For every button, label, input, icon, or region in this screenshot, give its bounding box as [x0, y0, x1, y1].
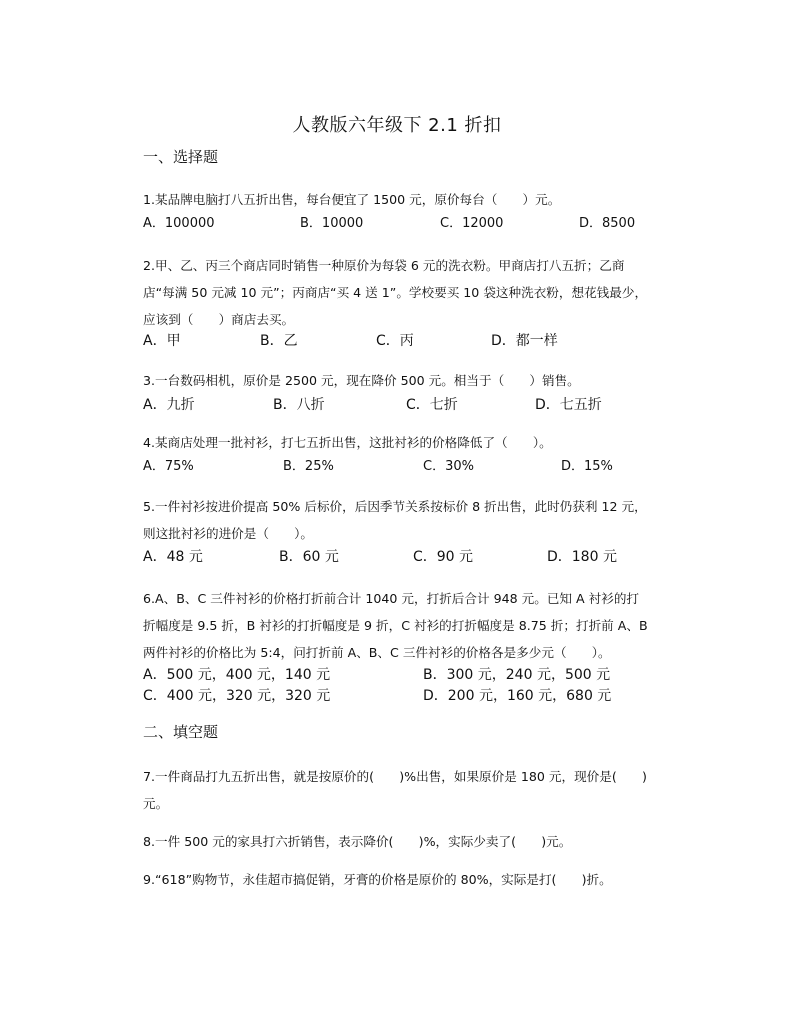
question-7-text: 7.一件商品打九五折出售，就是按原价的( )%出售，如果原价是 180 元，现价是( )元。 — [143, 769, 647, 811]
option-c: C．丙 — [376, 333, 414, 349]
option-c: C．30% — [423, 459, 474, 474]
option-a: A．500 元，400 元，140 元 — [143, 667, 331, 683]
option-a: A．九折 — [143, 397, 195, 413]
section-heading-choice: 一、选择题 — [143, 148, 219, 166]
option-c: C．12000 — [440, 216, 504, 231]
option-d: D．七五折 — [535, 397, 602, 413]
option-b: B．乙 — [260, 333, 298, 349]
question-1-text: 1.某品牌电脑打八五折出售，每台便宜了 1500 元，原价每台（ ）元。 — [143, 192, 561, 207]
option-a: A．甲 — [143, 333, 181, 349]
question-8-text: 8.一件 500 元的家具打六折销售，表示降价( )%，实际少卖了( )元。 — [143, 834, 572, 849]
option-b: B．300 元，240 元，500 元 — [423, 667, 611, 683]
question-3-text: 3.一台数码相机，原价是 2500 元，现在降价 500 元。相当于（ ）销售。 — [143, 373, 580, 388]
question-4-text: 4.某商店处理一批衬衫，打七五折出售，这批衬衫的价格降低了（ ）。 — [143, 435, 552, 450]
question-2-text: 2.甲、乙、丙三个商店同时销售一种原价为每袋 6 元的洗衣粉。甲商店打八五折；乙商店“每满 50 元减 10 元”；丙商店“买 4 送 1”。学校要买 10 袋这种洗衣粉，想花钱最少，应该到（ ）商店去买。 — [143, 258, 648, 327]
option-b: B．10000 — [300, 216, 364, 231]
option-c: C．90 元 — [413, 549, 474, 565]
option-d: D．15% — [561, 459, 613, 474]
option-a: A．75% — [143, 459, 194, 474]
worksheet-title: 人教版六年级下 2.1 折扣 — [292, 115, 502, 136]
option-b: B．60 元 — [279, 549, 339, 565]
option-d: D．180 元 — [547, 549, 617, 565]
option-a: A．100000 — [143, 216, 215, 231]
option-c: C．400 元，320 元，320 元 — [143, 688, 331, 704]
question-6-text: 6.A、B、C 三件衬衫的价格打折前合计 1040 元，打折后合计 948 元。已知 A 衬衫的打折幅度是 9.5 折，B 衬衫的打折幅度是 9 折，C 衬衫的打折幅度是 8.75 折；打折前 A、B 两件衬衫的价格比为 5:4，问打折前 A、B、C 三件衬衫的价格各是多少元（ ）。 — [143, 591, 648, 660]
option-c: C．七折 — [406, 397, 458, 413]
option-d: D．200 元，160 元，680 元 — [423, 688, 612, 704]
option-d: D．8500 — [579, 216, 636, 231]
question-9-text: 9.“618”购物节，永佳超市搞促销，牙膏的价格是原价的 80%，实际是打( )折。 — [143, 872, 612, 887]
option-b: B．25% — [283, 459, 334, 474]
option-a: A．48 元 — [143, 549, 203, 565]
question-5-text: 5.一件衬衫按进价提高 50% 后标价，后因季节关系按标价 8 折出售，此时仍获利 12 元，则这批衬衫的进价是（ ）。 — [143, 499, 647, 541]
section-heading-fill-in: 二、填空题 — [143, 723, 219, 741]
option-b: B．八折 — [273, 397, 325, 413]
option-d: D．都一样 — [491, 333, 558, 349]
